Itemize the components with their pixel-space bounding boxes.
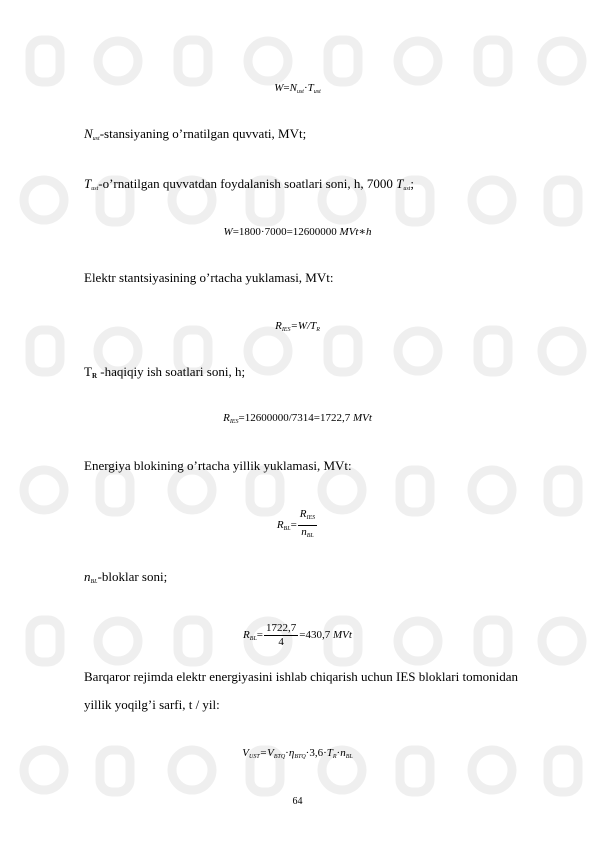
- watermark-row-1: [30, 40, 582, 82]
- variable-subscript: BL: [90, 579, 98, 585]
- formula-subscript: BL: [345, 754, 353, 760]
- definition-text: -o’rnatilgan quvvatdan foydalanish soatlari soni, h, 7000: [98, 176, 393, 191]
- formula-fraction: [298, 508, 317, 543]
- formula-fraction: [264, 622, 298, 649]
- formula-subscript: BL: [283, 526, 291, 533]
- formula-subscript: BL: [249, 636, 257, 643]
- variable-subscript: R: [91, 372, 98, 380]
- punctuation: ;: [410, 176, 414, 191]
- formula-subscript: IES: [229, 419, 239, 425]
- formula-symbol: T: [307, 82, 314, 94]
- formula-symbol: R: [276, 519, 284, 532]
- fraction-denominator: 4: [278, 636, 284, 648]
- watermark-row-4: [24, 470, 578, 512]
- page-number: 64: [292, 796, 303, 807]
- formula-station-load: [0, 318, 595, 338]
- definition-usage-hours: [84, 176, 414, 197]
- formula-subscript: IES: [306, 515, 316, 521]
- variable-symbol: n: [84, 569, 91, 584]
- variable-symbol: T: [84, 176, 92, 191]
- variable-subscript: ust: [91, 186, 99, 192]
- formula-fuel-consumption: [0, 745, 595, 765]
- formula-symbol: R: [275, 320, 282, 332]
- formula-symbol: T: [326, 747, 333, 759]
- formula-operator: =: [290, 519, 297, 532]
- formula-subscript: R: [332, 754, 337, 760]
- definition-installed-capacity: [84, 126, 306, 147]
- formula-operator: ·: [285, 747, 289, 759]
- formula-subscript: ust: [313, 89, 321, 95]
- definition-text: -haqiqiy ish soatlari soni, h;: [97, 364, 246, 379]
- formula-expression: =V: [259, 747, 274, 759]
- formula-symbol: N: [289, 82, 297, 94]
- formula-expression: ·3,6·: [305, 747, 327, 759]
- formula-symbol: W: [223, 226, 233, 238]
- formula-expression: =1800·7000=12600000: [232, 226, 337, 238]
- formula-energy-output: [0, 80, 595, 100]
- formula-symbol: n: [340, 747, 346, 759]
- definition-text: -stansiyaning o’rnatilgan quvvati, MVt;: [99, 126, 307, 141]
- variable-subscript: ust: [403, 186, 411, 192]
- paragraph-fuel-consumption-line-2: yillik yoqilg’i sarfi, t / yil:: [84, 697, 220, 712]
- variable-subscript: ust: [92, 136, 100, 142]
- variable-symbol: N: [84, 126, 93, 141]
- formula-operator: =: [283, 82, 290, 94]
- formula-expression: =W/T: [290, 320, 317, 332]
- formula-subscript: BL: [306, 533, 314, 539]
- paragraph-fuel-consumption-line-1: Barqaror rejimda elektr energiyasini ishlab chiqarish uchun IES bloklari tomonidan: [84, 669, 519, 684]
- formula-subscript: BTQ: [273, 754, 286, 760]
- text-station-average-load: Elektr stantsiyasining o’rtacha yuklamasi, MVt:: [84, 270, 334, 285]
- formula-operator: =: [256, 629, 264, 642]
- formula-expression: =12600000/7314=1722,7: [238, 412, 351, 424]
- formula-subscript: R: [316, 327, 320, 333]
- formula-unit: MVt: [352, 412, 372, 424]
- formula-symbol: R: [299, 508, 307, 520]
- formula-symbol: R: [243, 629, 250, 642]
- formula-symbol: W: [274, 82, 284, 94]
- formula-subscript: IES: [281, 327, 291, 333]
- formula-unit: MVt∗h: [339, 226, 372, 238]
- variable-symbol: T: [396, 176, 404, 191]
- formula-symbol: R: [223, 412, 230, 424]
- definition-actual-hours: [84, 364, 245, 384]
- formula-symbol: n: [301, 526, 307, 538]
- calculation-energy-output: [0, 224, 595, 240]
- definition-text: -bloklar soni;: [97, 569, 168, 584]
- formula-subscript: ust: [296, 89, 304, 95]
- calculation-block-load: [0, 622, 595, 649]
- variable-symbol: T: [84, 364, 92, 379]
- calculation-station-load: [0, 410, 595, 430]
- fraction-numerator: [298, 508, 317, 526]
- fraction-denominator: [298, 526, 317, 543]
- formula-subscript: UST: [249, 754, 260, 760]
- fraction-numerator: 1722,7: [266, 622, 297, 634]
- formula-unit: MVt: [332, 629, 352, 642]
- definition-block-count: [84, 569, 167, 590]
- text-block-average-load: Energiya blokining o’rtacha yillik yuklamasi, MVt:: [84, 458, 352, 473]
- formula-symbol: η: [288, 747, 295, 759]
- formula-result: =430,7: [299, 629, 331, 642]
- formula-subscript: BTQ: [294, 754, 306, 760]
- formula-symbol: V: [242, 747, 249, 759]
- formula-block-load: [0, 508, 595, 543]
- formula-operator: ·: [336, 747, 341, 759]
- formula-operator: ·: [303, 82, 308, 94]
